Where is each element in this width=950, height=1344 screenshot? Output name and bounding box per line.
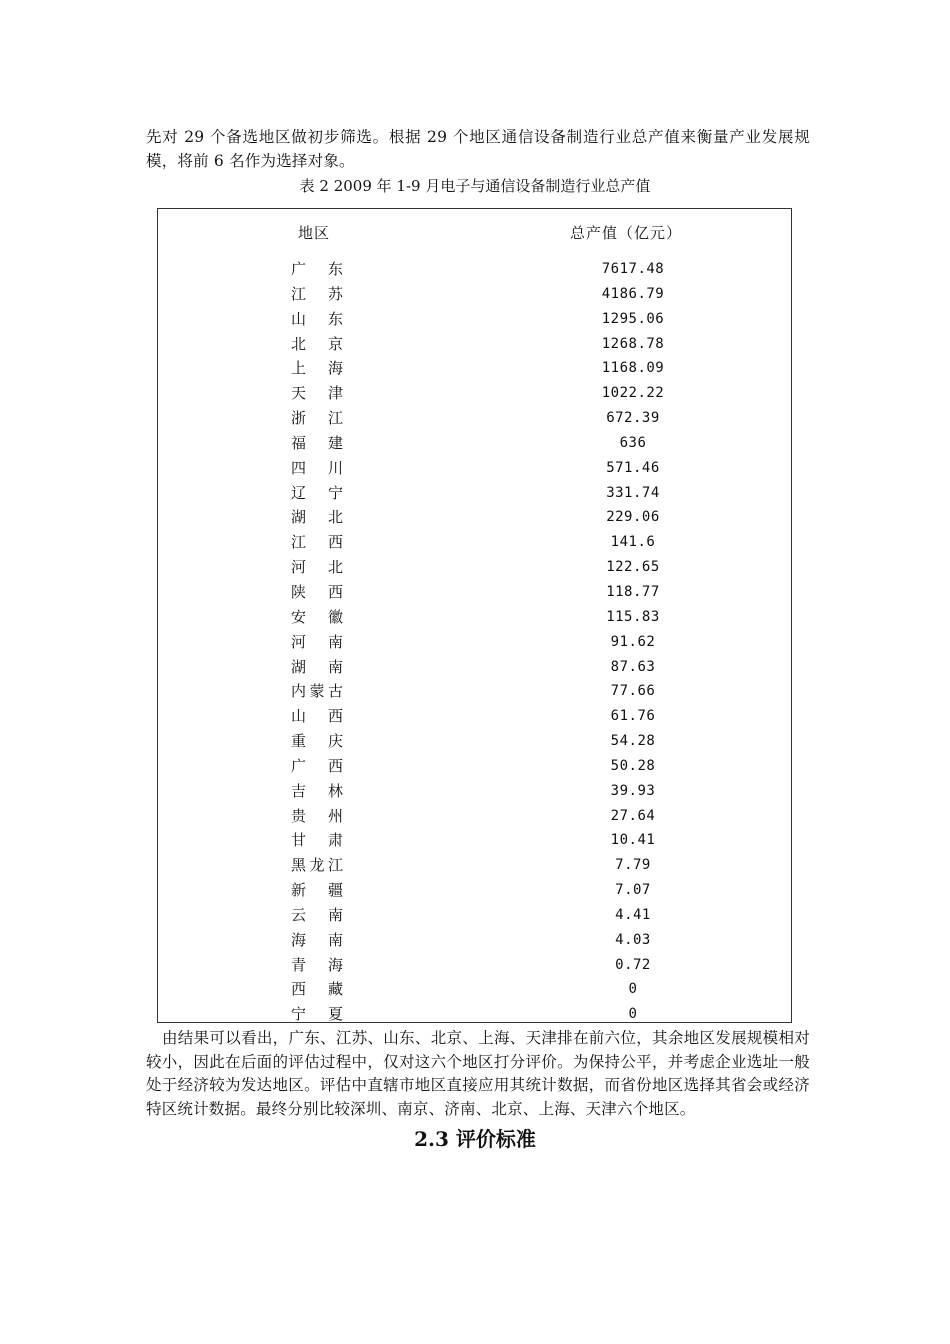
table-row	[158, 530, 791, 555]
value-cell: 229.06	[606, 509, 660, 526]
value-cell: 87.63	[610, 658, 656, 675]
region-cell: 海南	[291, 930, 343, 949]
value-cell: 7617.48	[601, 261, 665, 277]
value-cell: 50.28	[610, 757, 656, 774]
section-heading: 2.3 评价标准	[414, 1127, 536, 1151]
region-cell: 云南	[291, 905, 343, 924]
region-cell: 四川	[291, 458, 343, 477]
region-cell: 江苏	[291, 284, 343, 303]
region-cell: 广东	[291, 260, 343, 278]
value-cell: 77.66	[610, 683, 656, 700]
table-row	[158, 853, 791, 878]
table-row	[158, 307, 791, 332]
table-row	[158, 381, 791, 406]
region-cell: 湖南	[291, 657, 343, 676]
table-row	[158, 605, 791, 630]
region-cell: 辽宁	[291, 483, 343, 502]
value-cell: 118.77	[606, 583, 660, 600]
value-cell: 10.41	[610, 832, 656, 849]
table-row	[158, 953, 791, 978]
table-body	[158, 257, 791, 1027]
value-cell: 636	[619, 434, 647, 451]
region-cell: 陕西	[291, 582, 343, 601]
region-cell: 福建	[291, 433, 343, 452]
table-row	[158, 704, 791, 729]
table-row	[158, 505, 791, 530]
region-cell: 西藏	[291, 980, 343, 999]
region-cell: 山东	[291, 309, 343, 328]
value-cell: 672.39	[606, 410, 660, 427]
table-row	[158, 356, 791, 381]
region-cell: 湖北	[291, 508, 343, 527]
value-cell: 1168.09	[601, 360, 665, 377]
value-cell: 7.79	[615, 857, 651, 874]
region-cell: 北京	[291, 334, 343, 353]
header-region: 地区	[298, 224, 331, 242]
value-cell: 4.03	[615, 931, 651, 948]
region-cell: 安徽	[291, 607, 343, 626]
value-cell: 0	[628, 1006, 638, 1023]
table-row	[158, 481, 791, 506]
value-cell: 27.64	[610, 807, 656, 824]
table-row	[158, 406, 791, 431]
table-row	[158, 655, 791, 680]
region-cell: 山西	[291, 707, 343, 726]
table-row	[158, 282, 791, 307]
value-cell: 54.28	[610, 733, 656, 750]
table-row	[158, 729, 791, 754]
table-row	[158, 456, 791, 481]
region-cell: 贵州	[291, 806, 343, 825]
region-cell: 甘肃	[291, 831, 343, 850]
table-row	[158, 977, 791, 1002]
value-cell: 0	[628, 981, 638, 998]
value-cell: 91.62	[610, 633, 656, 650]
value-cell: 571.46	[606, 459, 660, 476]
table-row	[158, 804, 791, 829]
region-cell: 黑龙江	[291, 856, 343, 875]
value-cell: 1022.22	[601, 385, 665, 402]
region-cell: 吉林	[291, 781, 343, 800]
table-row	[158, 580, 791, 605]
region-cell: 天津	[291, 384, 343, 403]
region-cell: 河南	[291, 632, 343, 651]
table-row	[158, 878, 791, 903]
region-cell: 上海	[291, 359, 343, 378]
table-row	[158, 630, 791, 655]
value-cell: 1295.06	[601, 310, 665, 327]
table-row	[158, 679, 791, 704]
value-cell: 141.6	[610, 534, 656, 551]
output-value-table	[157, 208, 792, 1023]
table-row	[158, 332, 791, 357]
table-row	[158, 828, 791, 853]
region-cell: 广西	[291, 756, 343, 775]
table-row	[158, 1002, 791, 1027]
table-row	[158, 555, 791, 580]
table-row	[158, 928, 791, 953]
table-row	[158, 257, 791, 282]
value-cell: 4.41	[615, 906, 651, 923]
intro-paragraph: 先对 29 个备选地区做初步筛选。根据 29 个地区通信设备制造行业总产值来衡量产业发展规模，将前 6 名作为选择对象。	[146, 128, 810, 170]
table-row	[158, 431, 791, 456]
value-cell: 115.83	[606, 608, 660, 625]
region-cell: 江西	[291, 533, 343, 552]
table-row	[158, 903, 791, 928]
region-cell: 青海	[291, 955, 343, 974]
table-row	[158, 754, 791, 779]
value-cell: 1268.78	[601, 335, 665, 352]
header-output-value: 总产值（亿元）	[570, 224, 683, 242]
region-cell: 重庆	[291, 732, 343, 751]
value-cell: 4186.79	[601, 285, 665, 302]
value-cell: 122.65	[606, 559, 660, 576]
value-cell: 7.07	[615, 882, 651, 899]
region-cell: 河北	[291, 558, 343, 577]
region-cell: 内蒙古	[291, 682, 343, 701]
value-cell: 331.74	[606, 484, 660, 501]
table-row	[158, 779, 791, 804]
value-cell: 39.93	[610, 782, 656, 799]
value-cell: 61.76	[610, 708, 656, 725]
region-cell: 新疆	[291, 881, 343, 900]
region-cell: 宁夏	[291, 1005, 343, 1024]
table-caption: 表 2 2009 年 1-9 月电子与通信设备制造行业总产值	[299, 177, 651, 195]
value-cell: 0.72	[615, 956, 651, 973]
conclusion-paragraph: 由结果可以看出，广东、江苏、山东、北京、上海、天津排在前六位，其余地区发展规模相对较小，因此在后面的评估过程中，仅对这六个地区打分评价。为保持公平，并考虑企业选址一般处于经济较为发达地区。评估中直辖市地区直接应用其统计数据，而省份地区选择其省会或经济特区统计数据。最终分别比较深圳、南京、济南、北京、上海、天津六个地区。	[146, 1029, 810, 1118]
region-cell: 浙江	[291, 409, 343, 428]
